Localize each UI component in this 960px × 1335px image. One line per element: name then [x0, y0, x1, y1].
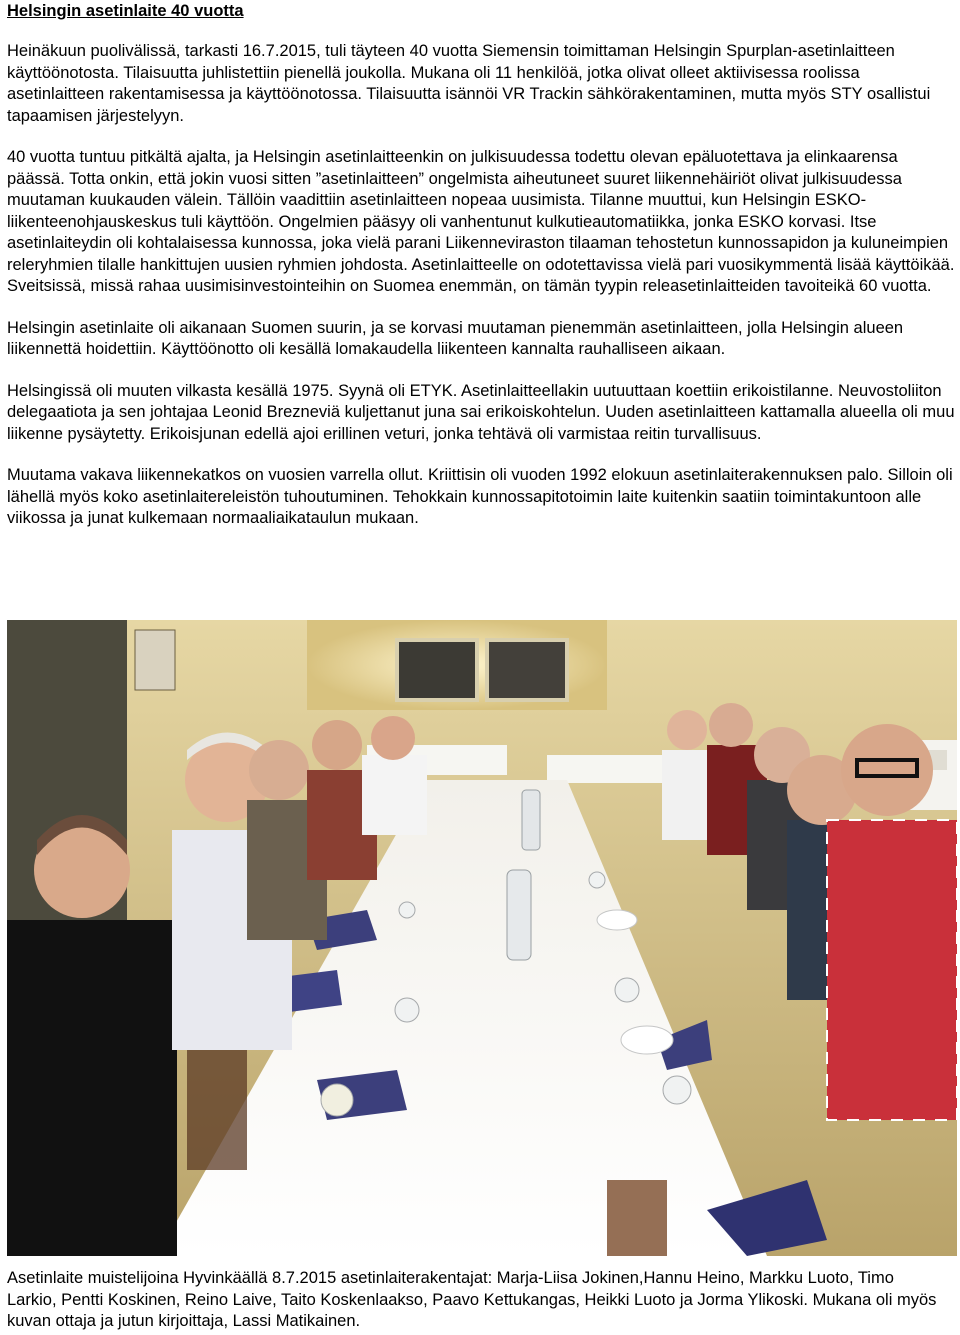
- cup-saucer: [621, 1026, 673, 1054]
- wall-picture: [487, 640, 567, 700]
- article-title: Helsingin asetinlaite 40 vuotta: [7, 2, 244, 20]
- chair: [607, 1180, 667, 1256]
- group-photo-illustration: [7, 620, 957, 1256]
- glass: [321, 1084, 353, 1116]
- paragraph-1975: Helsingissä oli muuten vilkasta kesällä 1975. Syynä oli ETYK. Asetinlaitteellakin uutuuttaan koettiin erikoistilanne. Neuvostoliiton delegaatiota ja sen johtajaa Leonid Brezneviä kuljettanut juna sai erikoiskohtelun. Uuden asetinlaitteen kattamalla alueella oli muu liikenne pysäytetty. Erikoisjunan edellä ajoi erillinen veturi, jonka tehtävä oli varmistaa reitin turvallisuus.: [7, 381, 955, 443]
- chair: [187, 1050, 247, 1170]
- paragraph-history: Helsingin asetinlaite oli aikanaan Suomen suurin, ja se korvasi muutaman pienemmän asetinlaitteen, jolla Helsingin alueen liikennettä hoidettiin. Käyttöönotto oli kesällä lomakaudella liikenteen kannalta rauhalliseen aikaan.: [7, 318, 904, 358]
- cup-saucer: [597, 910, 637, 930]
- glass: [663, 1076, 691, 1104]
- group-photo: [7, 620, 957, 1256]
- paragraph-reliability: 40 vuotta tuntuu pitkältä ajalta, ja Helsingin asetinlaitteenkin on julkisuudessa todettu olevan epäluotettava ja elinkaarensa päässä. Totta onkin, että jokin vuosi sitten ”asetinlaitteen” ongelmista aiheutuneet suuret liikennehäiriöt olivat julkisuudessa muutaman kuukauden välein. Tällöin vaadittiin asetinlaitteen nopeaa uusimista. Tilanne muuttui, kun Helsingin ESKO-liikenteenohjauskeskus tuli käyttöön. Ongelmien pääsyy oli vanhentunut kulkutieautomatiikka, jonka ESKO korvasi. Itse asetinlaiteydin oli kohtalaisessa kunnossa, joka vielä parani Liikenneviraston tilaaman tehostetun kunnossapidon ja kuluneimpien releryhmien tilalle hankittujen uusien ryhmien johdosta. Asetinlaitteelle on odotettavissa vielä pari vuosikymmentä lisää käyttöikää. Sveitsissä, missä rahaa uusimisinvestointeihin on Suomea enemmän, on tämän tyypin releasetinlaitteiden tavoiteikä 60 vuotta.: [7, 148, 955, 295]
- glass: [589, 872, 605, 888]
- paragraph-incidents: Muutama vakava liikennekatkos on vuosien varrella ollut. Kriittisin oli vuoden 1992 elokuun asetinlaiterakennuksen palo. Silloin oli lähellä myös koko asetinlaitereleistön tuhoutuminen. Tehokkain kunnossapitotoimin laite kuitenkin saatiin toimintakuntoon alle viikossa ja junat kulkemaan normaaliaikataulun mukaan.: [7, 466, 953, 527]
- glass: [615, 978, 639, 1002]
- photo-caption: Asetinlaite muistelijoina Hyvinkäällä 8.7.2015 asetinlaiterakentajat: Marja-Liisa Jokinen,Hannu Heino, Markku Luoto, Timo Larkio, Pentti Koskinen, Reino Laive, Taito Koskenlaakso, Paavo Kettukangas, Heikki Luoto ja Jorma Ylikoski. Mukana oli myös kuvan ottaja ja jutun kirjoittaja, Lassi Matikainen.: [7, 1269, 937, 1330]
- water-bottle: [507, 870, 531, 960]
- glass: [399, 902, 415, 918]
- water-bottle: [522, 790, 540, 850]
- wall-picture: [397, 640, 477, 700]
- wall-notice: [135, 630, 175, 690]
- article: [7, 0, 955, 530]
- glass: [395, 998, 419, 1022]
- paragraph-intro: Heinäkuun puolivälissä, tarkasti 16.7.2015, tuli täyteen 40 vuotta Siemensin toimittaman Helsingin Spurplan-asetinlaitteen käyttöönotosta. Tilaisuutta juhlistettiin pienellä joukolla. Mukana oli 11 henkilöä, jotka olivat olleet aktiivisessa roolissa asetinlaitteen rakentamisessa ja käyttöönotossa. Tilaisuutta isännöi VR Trackin sähkörakentaminen, mutta myös STY osallistui tapaamisen järjestelyyn.: [7, 42, 931, 125]
